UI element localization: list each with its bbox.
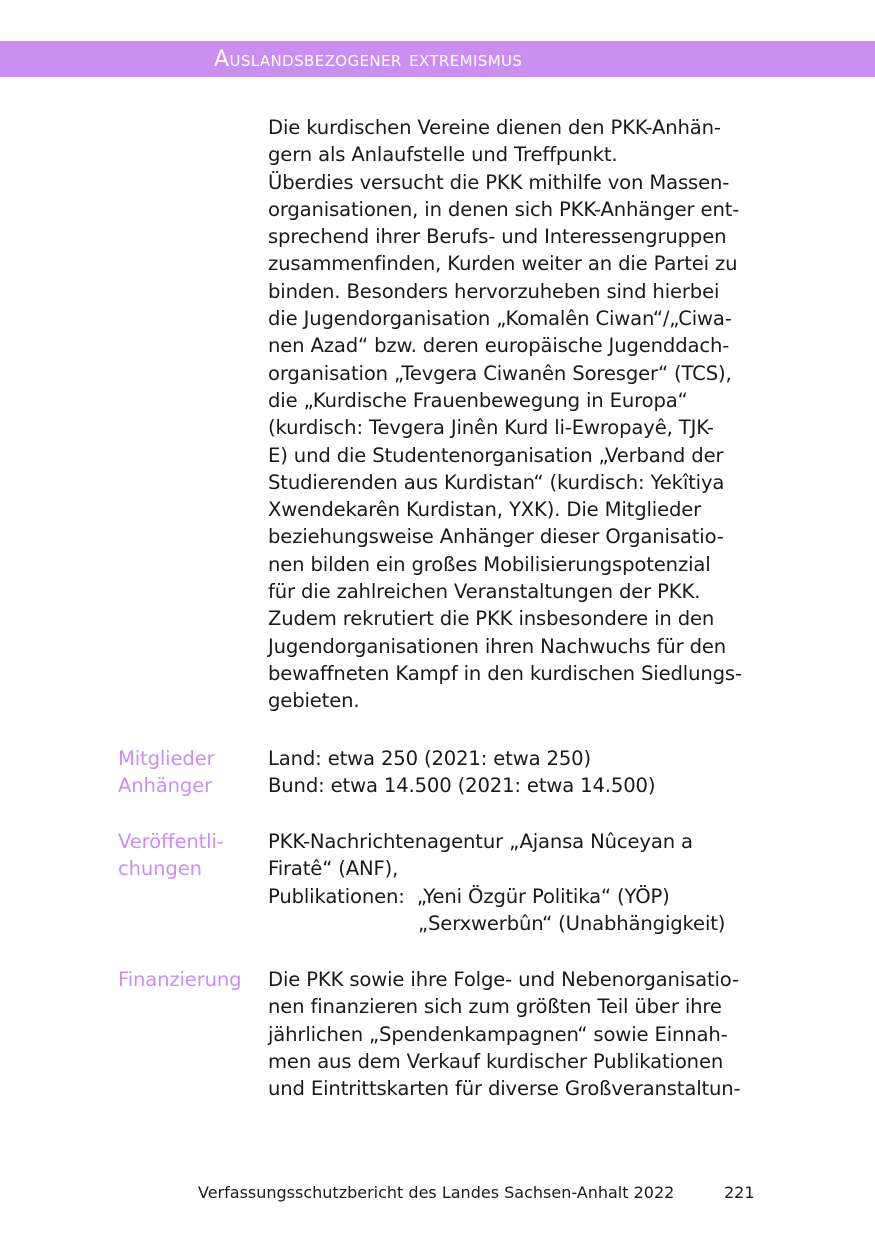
label-line: Veröffentli- <box>118 830 224 853</box>
text-line: und Eintrittskarten für diverse Großveranstaltun- <box>268 1077 741 1101</box>
text-line: Firatê“ (ANF), <box>268 857 399 881</box>
text-line: sprechend ihrer Berufs- und Interessengruppen <box>268 225 727 249</box>
members-land: Land: etwa 250 (2021: etwa 250) <box>268 747 591 770</box>
text-line: für die zahlreichen Veranstaltungen der PKK. <box>268 580 701 604</box>
text-line: gebieten. <box>268 689 360 713</box>
page-number: 221 <box>724 1183 755 1202</box>
text-line: „Serxwerbûn“ (Unabhängigkeit) <box>418 911 726 935</box>
text-line: nen finanzieren sich zum größten Teil über ihre <box>268 995 722 1019</box>
publications-values <box>268 828 760 937</box>
financing-text <box>268 966 760 1102</box>
text-line: beziehungsweise Anhänger dieser Organisatio- <box>268 525 724 549</box>
text-line: die Jugendorganisation „Komalên Ciwan“/„Ciwa- <box>268 307 732 331</box>
text-line: PKK-Nachrichtenagentur „Ajansa Nûceyan a <box>268 830 693 853</box>
label-line: Mitglieder <box>118 747 215 770</box>
text-line: Die kurdischen Vereine dienen den PKK-Anhän- <box>268 116 721 139</box>
publications-label <box>118 828 258 883</box>
label-line: chungen <box>118 857 202 881</box>
members-bund: Bund: etwa 14.500 (2021: etwa 14.500) <box>268 774 656 798</box>
text-line: Überdies versucht die PKK mithilfe von Massen- <box>268 170 730 194</box>
text-line: zusammenfinden, Kurden weiter an die Partei zu <box>268 252 738 276</box>
text-line: die „Kurdische Frauenbewegung in Europa“ <box>268 388 688 412</box>
text-line: Studierenden aus Kurdistan“ (kurdisch: Yekîtiya <box>268 470 725 494</box>
text-line: binden. Besonders hervorzuheben sind hierbei <box>268 279 720 303</box>
text-line: jährlichen „Spendenkampagnen“ sowie Einnah- <box>268 1022 728 1046</box>
text-line: Zudem rekrutiert die PKK insbesondere in den <box>268 607 715 631</box>
financing-label: Finanzierung <box>118 968 242 991</box>
text-line: nen Azad“ bzw. deren europäische Jugenddach- <box>268 334 730 358</box>
text-line: bewaffneten Kampf in den kurdischen Siedlungs- <box>268 661 742 685</box>
text-line: men aus dem Verkauf kurdischer Publikationen <box>268 1049 724 1073</box>
members-label <box>118 745 258 800</box>
intro-paragraph <box>268 114 760 715</box>
text-line: organisationen, in denen sich PKK-Anhänger ent- <box>268 197 740 221</box>
text-line: gern als Anlaufstelle und Treffpunkt. <box>268 143 618 167</box>
members-values <box>268 745 760 800</box>
text-line: (kurdisch: Tevgera Jinên Kurd li-Ewropayê, TJK- <box>268 416 714 440</box>
label-line: Anhänger <box>118 774 213 798</box>
footer-title: Verfassungsschutzbericht des Landes Sachsen-Anhalt 2022 <box>198 1183 675 1202</box>
text-line: Xwendekarên Kurdistan, YXK). Die Mitglieder <box>268 498 702 522</box>
text-line: nen bilden ein großes Mobilisierungspotenzial <box>268 552 711 576</box>
text-line: Die PKK sowie ihre Folge- und Nebenorganisatio- <box>268 968 739 991</box>
text-line: E) und die Studentenorganisation „Verband der <box>268 443 724 467</box>
text-line: Publikationen: „Yeni Özgür Politika“ (YÖP) <box>268 884 670 908</box>
text-line: organisation „Tevgera Ciwanên Soresger“ (TCS), <box>268 361 732 385</box>
section-title: Auslandsbezogener extremismus <box>214 47 523 72</box>
text-line: Jugendorganisationen ihren Nachwuchs für den <box>268 634 727 658</box>
